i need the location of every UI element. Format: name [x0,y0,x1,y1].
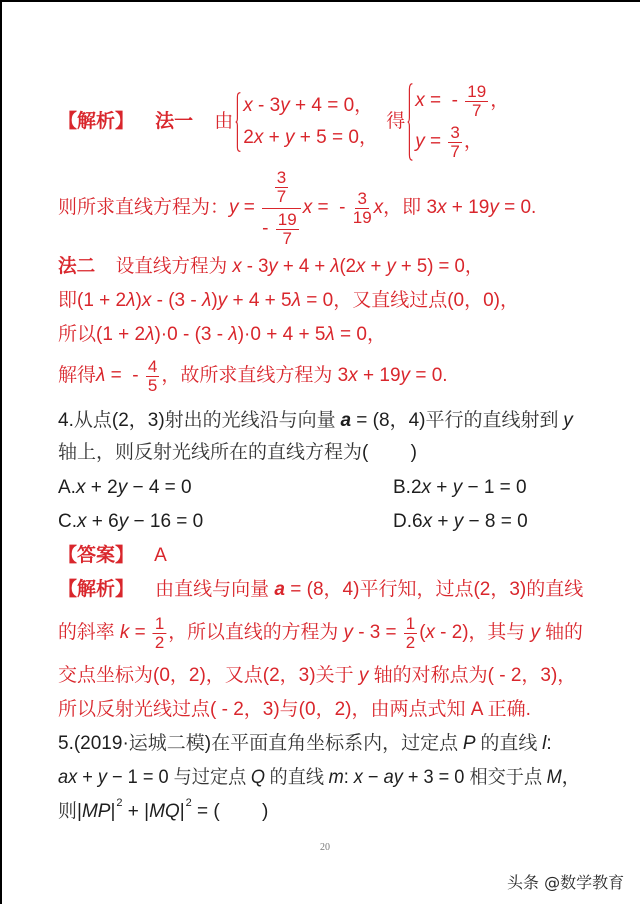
equation-system [235,92,378,152]
text-run: 与过定点 [173,766,251,788]
text-run: 相交于点 [469,766,547,788]
math-text: ， [463,131,483,153]
math-variable: x [373,196,384,218]
math-text: A. [58,476,76,498]
solution-method2-line-3 [58,315,386,355]
question-4-stem-line-2 [58,433,417,473]
math-text: : [343,766,354,788]
math-text: = [129,621,151,643]
math-variable: y [118,510,129,532]
fraction-numerator: 19 [467,82,487,101]
text-run: 的直线 [264,766,329,788]
math-text: + [77,766,98,788]
math-variable: x [422,510,433,532]
superscript: 2 [185,797,192,810]
complex-fraction [262,169,301,248]
math-variable: y [453,510,464,532]
section-label: 法一 [155,110,194,132]
fraction [353,190,372,227]
fraction-numerator: 1 [154,613,165,633]
question-5-stem-line-3 [58,792,268,832]
math-text: - 3 [241,255,269,277]
math-variable: λ [291,289,301,311]
math-text: ) [135,289,142,311]
math-text: + [431,476,453,498]
section-label: 法二 [58,255,96,277]
math-text: + [365,255,387,277]
math-variable: Q [250,766,265,788]
text-run: 从点 [73,409,112,431]
fraction-denominator: 2 [154,632,165,652]
math-variable: x [348,364,358,386]
math-variable: x [302,196,313,218]
math-variable: x [243,94,253,116]
fraction-denominator: 2 [405,632,416,652]
vector-symbol: a [340,409,352,431]
text-run: 又直线过点(0，0)， [352,289,520,311]
math-text: ) [204,732,212,754]
math-text: + 4 + 5 [227,289,292,311]
complex-fraction-denominator [262,209,301,248]
math-text: | [179,800,185,822]
fraction-numerator: 3 [357,188,367,208]
option-d [393,502,528,542]
math-text: | [110,800,116,822]
math-text: + 2 [85,476,118,498]
math-text: - 3 = [352,621,402,643]
math-text: = [424,131,447,153]
math-variable: x [253,126,264,148]
fraction [465,83,488,120]
fraction [404,615,417,652]
math-text: = - [105,364,144,386]
fraction-denominator: 7 [472,101,482,120]
text-run: 即(1 + 2 [58,289,127,311]
text-run: 解得 [58,364,97,386]
math-variable: y [530,621,540,643]
text-run: 射出的光线沿与向量 [164,409,341,431]
text-run: ，即 3 [383,196,438,218]
math-variable: x [415,90,425,112]
math-text: + 19 [446,196,490,218]
math-variable: λ [126,289,136,311]
math-variable: y [489,196,499,218]
math-text: − 8 = 0 [463,510,528,532]
math-variable: λ [228,323,238,345]
text-run: ，其与 [468,621,531,643]
math-variable: x [437,196,447,218]
math-text: ( [419,621,426,643]
page-left-edge [0,0,2,904]
left-brace-icon [235,92,241,152]
math-text: − 4 = 0 [127,476,192,498]
section-label: 【解析】 [58,110,135,132]
system-equation-row [415,124,509,161]
math-variable: λ [325,323,335,345]
system-equation-row [415,83,509,120]
math-variable: x [232,255,242,277]
fraction-numerator: 3 [450,123,460,142]
math-variable: y [229,196,239,218]
text-run: 由直线与向量 [134,578,275,600]
question-4-analysis-line-2 [58,613,583,653]
math-text: )·0 + 4 + 5 [237,323,326,345]
fraction-denominator: 7 [450,142,460,161]
solution-method1-system-line [58,82,512,161]
math-text: − 16 = 0 [128,510,204,532]
math-text: = (8，4) [285,578,360,600]
page-top-edge [0,0,640,2]
math-text: = (8，4) [351,409,426,431]
math-text: + | [122,800,150,822]
math-text: + [432,510,454,532]
text-run: 轴的对称点为( - 2，3)， [368,664,577,686]
fraction-numerator: 3 [276,167,287,187]
text-run [134,111,155,134]
text-run: 设直线方程为 [95,255,233,277]
math-text: − 1 = 0 [462,476,527,498]
math-variable: y [400,364,411,386]
math-text: | [77,800,82,822]
math-text: ， [561,766,580,788]
math-text: + [263,126,286,148]
math-variable: MP [81,800,111,822]
solution-method1-result-line [58,167,537,248]
math-variable: y [217,289,228,311]
math-variable: x [77,510,87,532]
text-run: 得 [380,110,406,132]
math-variable: y [415,131,425,153]
fraction-numerator: 1 [405,613,416,633]
system-rows [243,92,378,152]
text-run: A [134,544,167,566]
fraction-denominator: 5 [147,375,158,395]
text-run: 的斜率 [58,621,120,643]
text-run: 轴的 [539,621,583,643]
math-variable: x [141,289,152,311]
math-text: = 0， [300,289,353,311]
fraction [153,615,166,652]
math-text: = [238,196,261,218]
math-text: - 3 [252,94,281,116]
math-variable: y [285,126,295,148]
math-variable: λ [201,289,212,311]
math-variable: M [546,766,562,788]
math-text: = 0. [498,196,537,218]
page-number: 20 [320,842,330,853]
section-label: 【答案】 [58,544,135,566]
math-text: - 2) [434,621,469,643]
text-run: ，所以直线的方程为 [168,621,344,643]
text-run: 所以(1 + 2 [58,323,146,345]
complex-fraction-numerator [262,169,301,209]
solution-method2-line-4 [58,356,448,396]
math-variable: y [97,766,107,788]
math-variable: y [280,94,290,116]
text-run: 运城二模 [128,732,205,754]
math-variable: y [386,255,396,277]
text-run: 所以反射光线过点( - 2，3)与(0，2)，由两点式知 A 正确. [58,698,531,720]
equation-system [407,83,509,161]
math-text: : [546,732,552,754]
math-variable: x [425,621,435,643]
fraction [275,169,288,206]
math-text: B.2 [393,476,422,498]
fraction-denominator: 7 [282,228,292,248]
math-variable: y [563,409,573,431]
math-text: + 3 = 0 [402,766,470,788]
math-text: − [362,766,384,788]
math-text: ( ) [362,441,417,463]
math-variable: y [343,621,353,643]
math-variable: x [75,476,86,498]
math-variable: y [452,476,463,498]
text-run: 在平面直角坐标系内，过定点 [211,732,463,754]
math-text: ， [490,90,510,112]
math-text: + 5 = 0， [294,126,378,148]
math-variable: x [421,476,432,498]
math-text: + 5) = 0， [395,255,484,277]
math-variable: ay [383,766,403,788]
text-run: 则所求直线方程为： [58,196,230,218]
math-text: + 19 [357,364,401,386]
math-text: )·0 - (3 - [154,323,229,345]
math-text: (2，3) [111,409,165,431]
text-run: 的直线 [475,732,543,754]
math-variable: λ [96,364,106,386]
text-run: 交点坐标为(0，2)，又点(2，3)关于 [58,664,359,686]
math-text: - (3 - [151,289,202,311]
math-text: = 0. [410,364,448,386]
system-equation-row [243,124,378,152]
system-equation-row [243,92,378,120]
math-text: = - [424,90,464,112]
math-variable: y [117,476,128,498]
math-variable: ax [58,766,78,788]
math-text: + 4 = 0， [289,94,374,116]
question-4-analysis-line-1 [58,570,583,610]
fraction [448,124,461,161]
math-text: D.6 [393,510,423,532]
fraction-numerator: 4 [147,356,158,376]
text-run: 平行知，过点(2，3)的直线 [359,578,584,600]
text-run: 平行的直线射到 [425,409,564,431]
math-variable: k [119,621,130,643]
fraction-denominator: 19 [352,207,372,227]
math-text: C. [58,510,77,532]
watermark-text: 头条 @数学教育 [507,873,625,892]
math-sign: - [262,217,274,239]
math-variable: x [356,255,366,277]
superscript: 2 [116,797,123,810]
math-variable: l [542,732,547,754]
fraction-numerator: 19 [277,209,297,229]
vector-symbol: a [274,578,285,600]
math-variable: λ [145,323,155,345]
text-run: ，故所求直线方程为 3 [161,364,349,386]
math-text: (2 [339,255,357,277]
math-variable: MQ [149,800,180,822]
math-text: = - [312,196,351,218]
math-variable: P [462,732,476,754]
math-variable: λ [330,255,340,277]
math-variable: x [353,766,363,788]
math-text: − 1 = 0 [106,766,174,788]
math-text: 2 [243,126,254,148]
math-variable: y [358,664,369,686]
system-rows [415,83,509,161]
text-run: 则 [58,800,78,822]
math-text: 5.(2019· [58,732,129,754]
math-text: = ( ) [191,800,269,822]
fraction-denominator: 7 [276,186,287,206]
section-label: 【解析】 [58,578,135,600]
fraction [276,211,299,248]
math-variable: y [268,255,278,277]
text-run: 由 [193,110,234,132]
math-variable: m [328,766,344,788]
fraction [146,358,159,395]
math-text: + 4 + [277,255,331,277]
math-text: + 6 [86,510,119,532]
math-text: ) [211,289,218,311]
math-text: 4. [58,409,74,431]
math-text: = 0， [334,323,386,345]
text-run: 轴上，则反射光线所在的直线方程为 [58,441,363,463]
left-brace-icon [407,83,413,161]
